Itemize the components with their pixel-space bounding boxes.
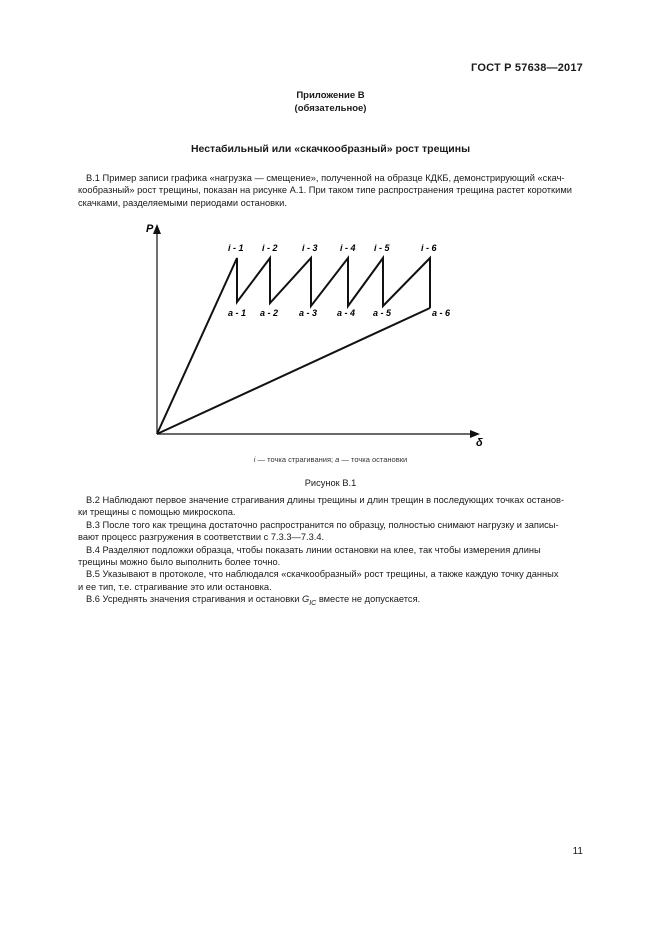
figure-caption: Рисунок В.1 [304, 478, 357, 488]
appendix-title: Приложение В [296, 90, 365, 101]
standard-designation: ГОСТ Р 57638—2017 [471, 62, 583, 74]
sawtooth-load-curve [157, 258, 430, 434]
unloading-line [157, 308, 430, 434]
arrest-label-4: a - 4 [337, 308, 356, 318]
paragraph-b6: В.6 Усреднять значения страгивания и остановки $G_{IC}$ вместе не допускается. [86, 594, 421, 608]
figure-legend [0, 455, 661, 464]
arrest-label-2: a - 2 [260, 308, 279, 318]
intro-line-3: скачками, разделяемыми периодами остановки. [78, 197, 287, 208]
appendix-status: (обязательное) [294, 103, 367, 114]
paragraph-b5-line-2: и ее тип, т.е. страгивание это или остановка. [78, 581, 272, 592]
initiation-label-5: i - 5 [374, 243, 390, 253]
paragraph-b5-line-1: В.5 Указывают в протоколе, что наблюдался «скачкообразный» рост трещины, а также каждую точку данных [86, 569, 559, 580]
paragraph-b2-line-1: В.2 Наблюдают первое значение страгивания длины трещины и длин трещин в последующих точках останов- [86, 495, 565, 505]
paragraph-b4-line-2: трещины можно было выполнить более точно. [78, 557, 281, 568]
arrest-label-6: a - 6 [432, 308, 451, 318]
initiation-label-3: i - 3 [302, 243, 318, 253]
legend-a-text: — точка остановки [339, 455, 408, 464]
paragraph-b2-line-2: ки трещины с помощью микроскопа. [78, 507, 236, 518]
legend-i-symbol: i [253, 455, 256, 464]
legend-a-symbol: a [335, 455, 340, 464]
x-axis-label: δ [476, 437, 483, 449]
paragraph-b3-line-2: вают процесс разгружения в соответствии с 7.3.3—7.3.4. [78, 532, 325, 543]
arrest-label-1: a - 1 [228, 308, 247, 318]
initiation-label-1: i - 1 [228, 243, 244, 253]
page-number: 11 [572, 846, 583, 857]
arrest-label-5: a - 5 [373, 308, 392, 318]
intro-line-2: кообразный» рост трещины, показан на рисунке А.1. При таком типе распространения трещина растет короткими [78, 185, 572, 196]
initiation-label-6: i - 6 [421, 243, 437, 253]
section-title: Нестабильный или «скачкообразный» рост трещины [190, 143, 471, 155]
initiation-label-4: i - 4 [340, 243, 356, 253]
paragraph-b4-line-1: В.4 Разделяют подложки образца, чтобы показать линии остановки на клее, так чтобы измерения длины [86, 544, 541, 555]
body-paragraphs [78, 494, 584, 611]
paragraph-b3-line-1: В.3 После того как трещина достаточно распространится по образцу, полностью снимают нагрузку и записы- [86, 519, 559, 530]
legend-i-text: — точка страгивания; [255, 455, 336, 464]
intro-line-1: В.1 Пример записи графика «нагрузка — смещение», полученной на образце КДКБ, демонстрирующий «скач- [86, 173, 565, 183]
initiation-label-2: i - 2 [262, 243, 278, 253]
y-axis-label: P [146, 223, 154, 235]
arrest-label-3: a - 3 [299, 308, 318, 318]
y-axis-arrow-icon [153, 224, 161, 234]
